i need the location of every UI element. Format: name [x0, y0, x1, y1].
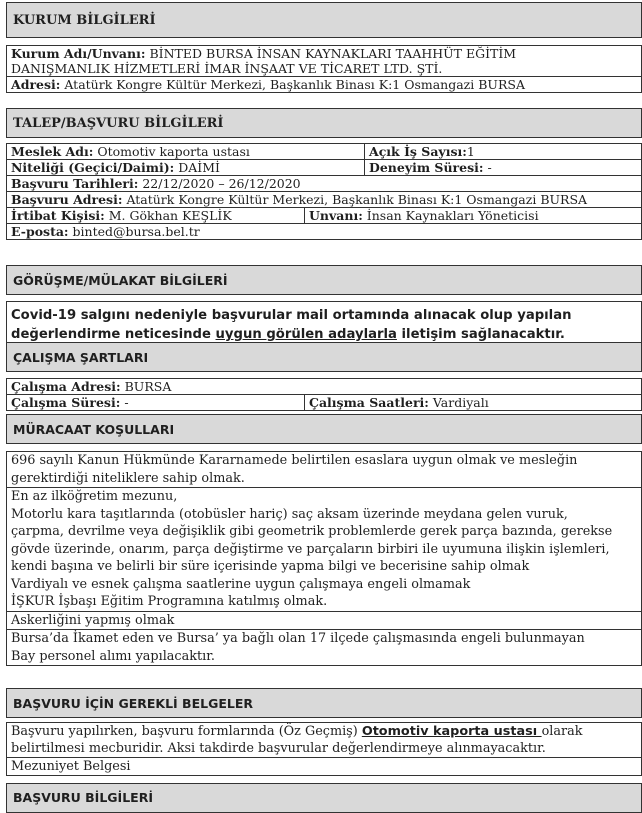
condition-text: 696 sayılı Kanun Hükmünde Kararnamede belirtilen esaslara uygun olmak ve mesleğin: [11, 453, 578, 468]
condition-text: çarpma, devrilme veya değişiklik gibi geometrik problemlerde gerek parça bazında, gerekse: [11, 524, 613, 539]
field-value: Atatürk Kongre Kültür Merkezi, Başkanlık Binası K:1 Osmangazi BURSA: [64, 77, 525, 92]
condition-text: Motorlu kara taşıtlarında (otobüsler hariç) saç aksam üzerinde meydana gelen vuruk,: [11, 506, 568, 522]
field-label: Açık İş Sayısı:: [369, 144, 467, 159]
field-label: Unvanı:: [309, 208, 363, 223]
requirement-underlined: Otomotiv kaporta ustası: [361, 724, 542, 739]
field-value: Vardiyalı: [432, 395, 489, 410]
calisma-box: [6, 378, 642, 411]
field-value: Atatürk Kongre Kültür Merkezi, Başkanlık Binası K:1 Osmangazi BURSA: [126, 192, 588, 207]
email-value: binted@bursa.bel.tr: [72, 224, 200, 239]
muracaat-p4: [7, 630, 641, 665]
kurum-name-row: [7, 46, 641, 77]
section-header-basvuru: [6, 783, 642, 813]
section-header-belgeler: [6, 688, 642, 718]
nitelik-row: [7, 160, 641, 176]
kurum-box: [6, 45, 642, 93]
field-label: Çalışma Süresi:: [11, 395, 121, 410]
field-label: Meslek Adı:: [11, 144, 94, 159]
acik-cell: [365, 144, 641, 159]
condition-text: En az ilköğretim mezunu,: [11, 489, 178, 504]
requirement-text: olarak: [541, 724, 583, 739]
belgeler-box: [6, 722, 642, 776]
muracaat-box: [6, 451, 642, 666]
section-header-calisma: [6, 342, 642, 372]
condition-text: kendi başına ve belirli bir süre içerisinde yapma bilgi ve becerisine sahip olmak: [11, 559, 530, 574]
calisma-sure-row: [7, 395, 641, 410]
field-value: BİNTED BURSA İNSAN KAYNAKLARI TAAHHÜT EĞİTİM: [149, 46, 517, 61]
belgeler-p1: [7, 723, 641, 758]
gorusme-line: iletişim sağlanacaktır.: [396, 327, 565, 342]
muracaat-p1: [7, 452, 641, 488]
section-title: BAŞVURU BİLGİLERİ: [13, 790, 153, 805]
field-value: M. Gökhan KEŞLİK: [108, 208, 232, 223]
meslek-cell: [7, 144, 365, 159]
field-label: E-posta:: [11, 224, 69, 239]
field-value: 22/12/2020 – 26/12/2020: [142, 176, 301, 191]
section-title: ÇALIŞMA ŞARTLARI: [13, 349, 149, 365]
section-title: BAŞVURU İÇİN GEREKLİ BELGELER: [13, 695, 254, 711]
condition-text: gerektirdiği niteliklere sahip olmak.: [11, 470, 245, 486]
kurum-address-row: [7, 77, 641, 92]
muracaat-p2: [7, 488, 641, 612]
irtibat-row: [7, 208, 641, 224]
condition-text: İŞKUR İşbaşı Eğitim Programına katılmış olmak.: [11, 594, 328, 609]
deneyim-cell: [365, 160, 641, 175]
condition-text: Bursa’da İkamet eden ve Bursa’ ya bağlı olan 17 ilçede çalışmasında engeli bulunmayan: [11, 631, 585, 646]
field-label: Başvuru Tarihleri:: [11, 176, 139, 191]
requirement-text: belirtilmesi mecburidir. Aksi takdirde başvurular değerlendirmeye alınmayacaktır.: [11, 741, 546, 756]
field-label: Çalışma Adresi:: [11, 379, 121, 394]
field-value: DANIŞMANLIK HİZMETLERİ İMAR İNŞAAT VE TİCARET LTD. ŞTİ.: [11, 61, 443, 76]
field-value: 1: [466, 144, 475, 159]
gorusme-line: Covid-19 salgını nedeniyle başvurular mail ortamında alınacak olup yapılan: [11, 308, 572, 323]
section-title: GÖRÜŞME/MÜLAKAT BİLGİLERİ: [13, 272, 228, 288]
unvan-cell: [305, 208, 641, 223]
requirement-text: Mezuniyet Belgesi: [11, 759, 131, 774]
field-label: Niteliği (Geçici/Daimi):: [11, 160, 175, 175]
tarih-row: [7, 176, 641, 192]
field-value: DAİMİ: [178, 160, 220, 175]
field-value: İnsan Kaynakları Yöneticisi: [366, 208, 539, 223]
condition-text: gövde üzerinde, onarım, parça değiştirme ve parçaların birbiri ile uyumuna ilişkin işlemleri,: [11, 541, 610, 557]
field-label: Kurum Adı/Unvanı:: [11, 46, 146, 61]
section-title: KURUM BİLGİLERİ: [13, 12, 156, 28]
sure-cell: [7, 395, 305, 410]
requirement-text: Başvuru yapılırken, başvuru formlarında (Öz Geçmiş): [11, 724, 362, 739]
basvuru-adres-row: [7, 192, 641, 208]
field-label: Çalışma Saatleri:: [309, 395, 429, 410]
irtibat-cell: [7, 208, 305, 223]
condition-text: Bay personel alımı yapılacaktır.: [11, 648, 216, 664]
field-label: Deneyim Süresi:: [369, 160, 484, 175]
section-header-talep: [6, 108, 642, 138]
belgeler-p2: [7, 758, 641, 775]
field-label: İrtibat Kişisi:: [11, 208, 105, 223]
muracaat-p3: [7, 612, 641, 631]
talep-box: [6, 143, 642, 240]
section-header-kurum: [6, 2, 642, 38]
eposta-row: [7, 224, 641, 239]
gorusme-underlined: uygun görülen adaylarla: [215, 327, 397, 342]
section-header-gorusme: [6, 265, 642, 295]
condition-text: Vardiyalı ve esnek çalışma saatlerine uygun çalışmaya engeli olmamak: [11, 576, 471, 592]
field-label: Adresi:: [11, 77, 61, 92]
field-value: BURSA: [124, 379, 172, 394]
gorusme-text: [11, 306, 641, 344]
gorusme-box: [6, 301, 642, 347]
section-header-muracaat: [6, 414, 642, 444]
condition-text: Askerliğini yapmış olmak: [11, 612, 175, 628]
section-title: TALEP/BAŞVURU BİLGİLERİ: [13, 115, 224, 131]
meslek-row: [7, 144, 641, 160]
calisma-adres-row: [7, 379, 641, 395]
field-value: Otomotiv kaporta ustası: [97, 144, 250, 159]
field-value: -: [487, 160, 492, 175]
saat-cell: [305, 395, 641, 410]
field-label: Başvuru Adresi:: [11, 192, 123, 207]
gorusme-line: değerlendirme neticesinde: [11, 327, 216, 342]
field-value: -: [124, 395, 129, 410]
nitelik-cell: [7, 160, 365, 175]
section-title: MÜRACAAT KOŞULLARI: [13, 421, 175, 437]
